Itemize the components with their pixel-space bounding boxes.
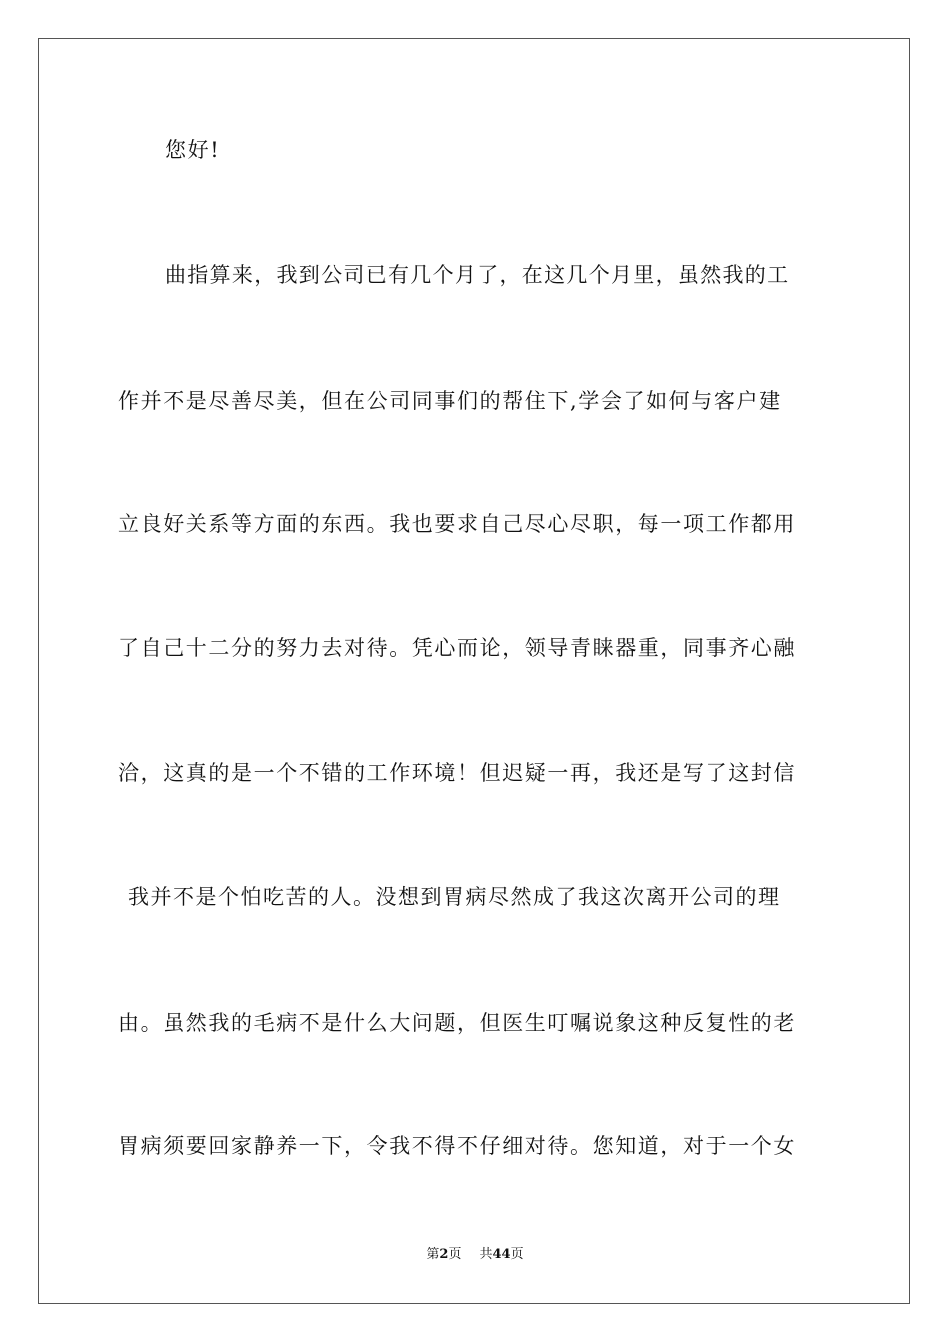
paragraph-line-2: 作并不是尽善尽美，但在公司同事们的帮住下,学会了如何与客户建 (118, 389, 782, 413)
page-border (38, 38, 910, 1304)
paragraph-line-1: 曲指算来，我到公司已有几个月了，在这几个月里，虽然我的工 (165, 263, 790, 287)
paragraph-line-6: 我并不是个怕吃苦的人。没想到胃病尽然成了我这次离开公司的理 (128, 885, 781, 909)
paragraph-line-7: 由。虽然我的毛病不是什么大问题，但医生叮嘱说象这种反复性的老 (118, 1011, 796, 1035)
total-suffix: 页 (510, 1247, 524, 1262)
total-prefix: 共 (479, 1247, 493, 1262)
greeting: 您好! (165, 138, 221, 162)
page-prefix: 第 (426, 1247, 440, 1262)
page-number: 2 (439, 1247, 449, 1262)
paragraph-line-8: 胃病须要回家静养一下，令我不得不仔细对待。您知道，对于一个女 (118, 1134, 796, 1158)
paragraph-line-4: 了自己十二分的努力去对待。凭心而论，领导青睐器重，同事齐心融 (118, 636, 796, 660)
paragraph-line-3: 立良好关系等方面的东西。我也要求自己尽心尽职，每一项工作都用 (118, 512, 796, 536)
page-footer (0, 1246, 950, 1264)
total-pages: 44 (492, 1247, 511, 1262)
paragraph-line-5: 洽，这真的是一个不错的工作环境！但迟疑一再，我还是写了这封信 (118, 761, 796, 785)
page-suffix: 页 (448, 1247, 462, 1262)
